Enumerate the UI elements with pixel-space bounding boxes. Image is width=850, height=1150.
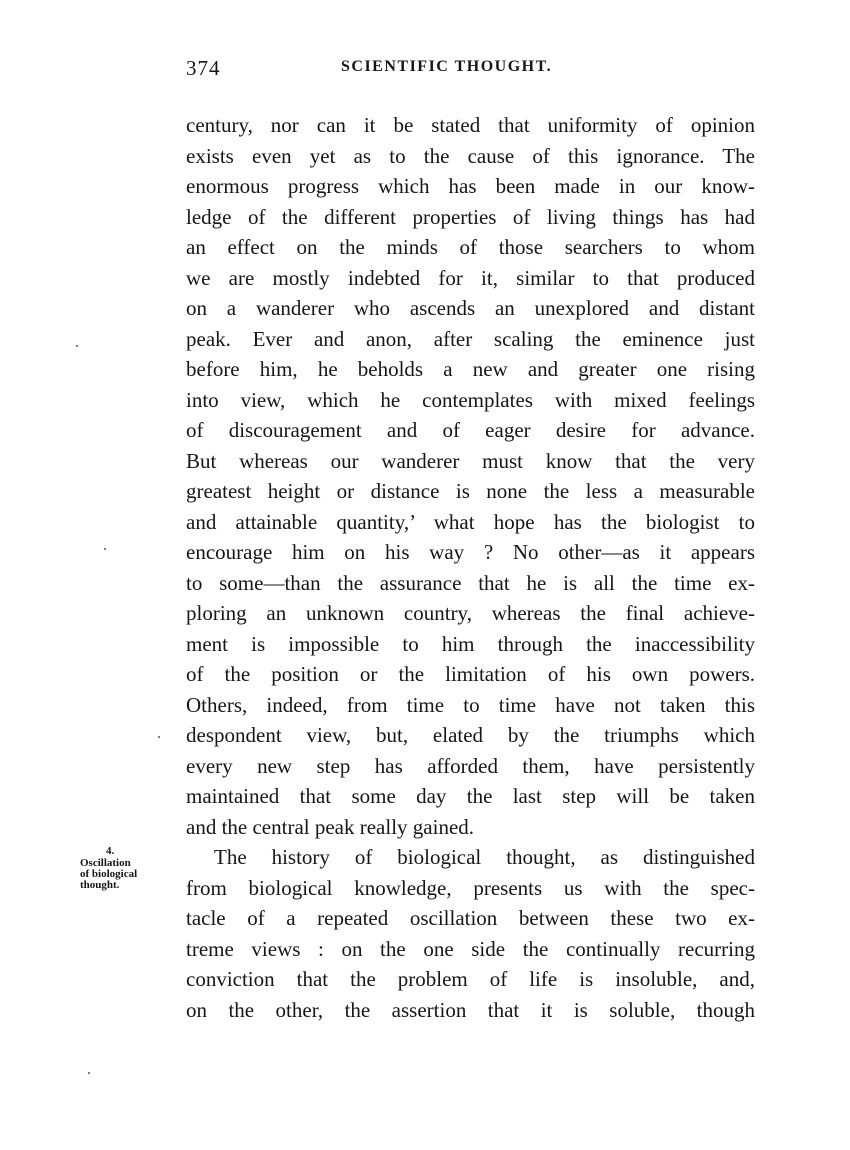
text-line: ledge of the different properties of living things has had (186, 204, 755, 229)
text-line: and attainable quantity,’ what hope has the biologist to (186, 509, 755, 534)
running-title: SCIENTIFIC THOUGHT. (341, 58, 553, 75)
page-number: 374 (186, 56, 221, 80)
paragraph-end-line: and the central peak really gained. (186, 814, 475, 839)
text-line: to some—than the assurance that he is all the time ex- (186, 570, 755, 595)
text-line: enormous progress which has been made in our know- (186, 174, 755, 198)
text-line: treme views : on the one side the continually recurring (186, 936, 755, 961)
print-speck (88, 1072, 90, 1074)
margin-note-line: thought. (80, 879, 120, 891)
text-line: every new step has afforded them, have persistently (186, 753, 755, 778)
text-line: century, nor can it be stated that uniformity of opinion (186, 113, 755, 137)
text-line: on the other, the assertion that it is soluble, though (186, 997, 755, 1022)
paragraph-start-line: The history of biological thought, as distinguished (214, 845, 755, 869)
text-line: we are mostly indebted for it, similar to that produced (186, 265, 755, 290)
print-speck (158, 736, 160, 738)
running-head (186, 56, 756, 86)
text-line: conviction that the problem of life is insoluble, and, (186, 967, 755, 991)
text-line: into view, which he contemplates with mixed feelings (186, 387, 755, 412)
margin-note-line: Oscillation (80, 857, 131, 869)
text-line: on a wanderer who ascends an unexplored and distant (186, 296, 755, 320)
text-line: from biological knowledge, presents us with the spec- (186, 875, 755, 900)
text-line: despondent view, but, elated by the triumphs which (186, 723, 755, 747)
margin-note-line: of biological (80, 868, 138, 880)
text-line: before him, he beholds a new and greater one rising (186, 357, 755, 381)
text-line: peak. Ever and anon, after scaling the eminence just (186, 326, 755, 351)
text-line: of discouragement and of eager desire for advance. (186, 418, 755, 442)
body-text (186, 110, 755, 1025)
margin-note-number: 4. (106, 845, 115, 857)
text-line: ploring an unknown country, whereas the final achieve- (186, 601, 755, 625)
print-speck (76, 345, 78, 347)
text-line: But whereas our wanderer must know that the very (186, 448, 755, 473)
text-line: exists even yet as to the cause of this ignorance. The (186, 143, 755, 168)
text-line: of the position or the limitation of his own powers. (186, 662, 755, 686)
text-line: ment is impossible to him through the inaccessibility (186, 631, 755, 656)
text-line: encourage him on his way ? No other—as it appears (186, 540, 755, 564)
text-line: maintained that some day the last step will be taken (186, 784, 755, 808)
text-line: Others, indeed, from time to time have not taken this (186, 692, 755, 717)
text-line: an effect on the minds of those searchers to whom (186, 235, 755, 259)
print-speck (104, 548, 106, 550)
margin-note (80, 846, 184, 891)
text-line: greatest height or distance is none the less a measurable (186, 479, 755, 503)
text-line: tacle of a repeated oscillation between these two ex- (186, 906, 755, 930)
